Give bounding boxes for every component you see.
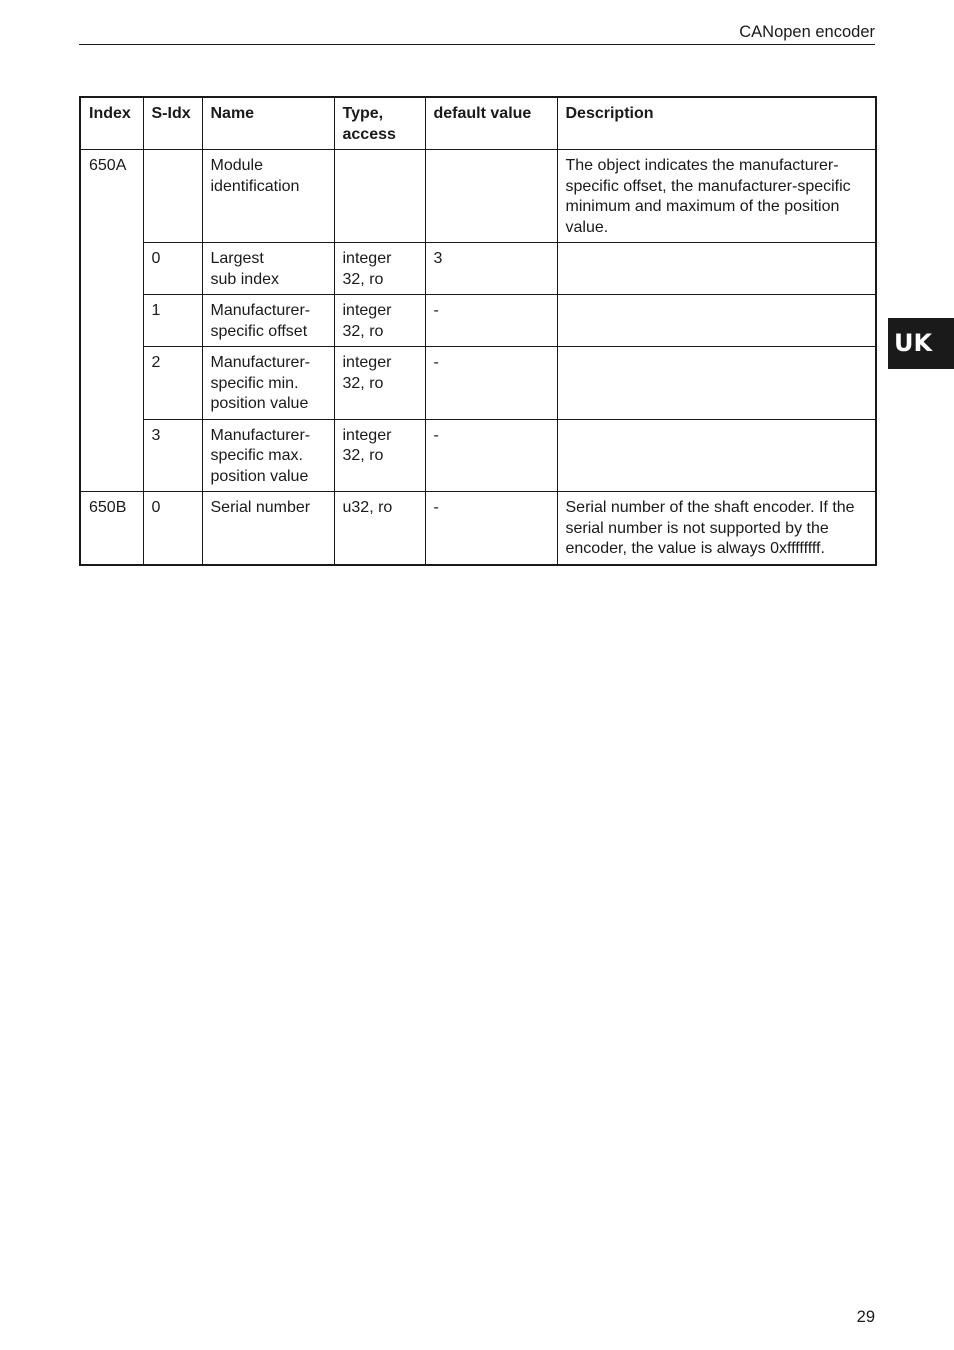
table-header-row bbox=[80, 97, 876, 150]
description-cell bbox=[557, 419, 876, 492]
default-value-cell: - bbox=[425, 295, 557, 347]
sub-index-cell: 0 bbox=[143, 492, 202, 565]
sub-index-cell: 2 bbox=[143, 347, 202, 420]
object-dictionary-table bbox=[79, 96, 877, 566]
table-row bbox=[80, 150, 876, 243]
default-value-cell: - bbox=[425, 492, 557, 565]
default-value-cell: - bbox=[425, 419, 557, 492]
table-row bbox=[80, 492, 876, 565]
page-number: 29 bbox=[856, 1308, 875, 1326]
index-cell: 650A bbox=[80, 150, 143, 492]
description-cell bbox=[557, 243, 876, 295]
column-header-type-access: Type, access bbox=[334, 97, 425, 150]
running-header bbox=[79, 0, 875, 45]
name-cell: Manufacturer- specific min. position value bbox=[202, 347, 334, 420]
name-cell: Largest sub index bbox=[202, 243, 334, 295]
column-header-default-value: default value bbox=[425, 97, 557, 150]
sub-index-cell: 1 bbox=[143, 295, 202, 347]
column-header-index: Index bbox=[80, 97, 143, 150]
type-access-cell: integer 32, ro bbox=[334, 243, 425, 295]
default-value-cell: 3 bbox=[425, 243, 557, 295]
index-cell: 650B bbox=[80, 492, 143, 565]
name-cell: Module identification bbox=[202, 150, 334, 243]
table-row bbox=[80, 243, 876, 295]
sub-index-cell: 0 bbox=[143, 243, 202, 295]
type-access-cell: u32, ro bbox=[334, 492, 425, 565]
sub-index-cell: 3 bbox=[143, 419, 202, 492]
type-access-cell: integer 32, ro bbox=[334, 419, 425, 492]
description-cell: Serial number of the shaft encoder. If the serial number is not supported by the encoder, the value is always 0xffffffff. bbox=[557, 492, 876, 565]
type-access-cell: integer 32, ro bbox=[334, 347, 425, 420]
default-value-cell: - bbox=[425, 347, 557, 420]
sub-index-cell bbox=[143, 150, 202, 243]
name-cell: Serial number bbox=[202, 492, 334, 565]
table-row bbox=[80, 419, 876, 492]
description-cell bbox=[557, 295, 876, 347]
description-cell: The object indicates the manufacturer-specific offset, the manufacturer-specific minimum and maximum of the position value. bbox=[557, 150, 876, 243]
column-header-sub-index: S-Idx bbox=[143, 97, 202, 150]
default-value-cell bbox=[425, 150, 557, 243]
column-header-description: Description bbox=[557, 97, 876, 150]
description-cell bbox=[557, 347, 876, 420]
type-access-cell: integer 32, ro bbox=[334, 295, 425, 347]
document-title: CANopen encoder bbox=[739, 23, 875, 41]
language-tab-uk: UK bbox=[888, 318, 954, 369]
table-row bbox=[80, 295, 876, 347]
table-row bbox=[80, 347, 876, 420]
name-cell: Manufacturer- specific max. position value bbox=[202, 419, 334, 492]
name-cell: Manufacturer- specific offset bbox=[202, 295, 334, 347]
column-header-name: Name bbox=[202, 97, 334, 150]
type-access-cell bbox=[334, 150, 425, 243]
